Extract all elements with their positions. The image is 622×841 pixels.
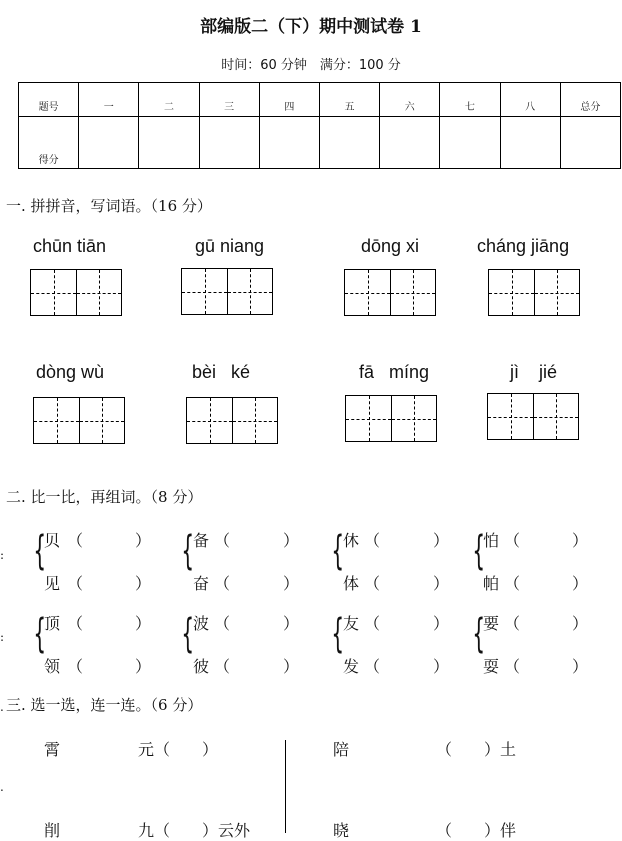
pinyin-label: cháng jiāng [477,236,570,256]
pinyin-label: jì jié [510,362,558,382]
compare-char: 发 [343,657,360,676]
column-header: 三 [199,83,259,117]
compare-char: 友 [343,614,360,633]
match-blank[interactable]: （ ）伴 [436,821,517,840]
compare-char: 帕 [483,574,500,593]
margin-mark: . [0,700,4,714]
column-header: 二 [139,83,199,117]
brace-icon: { [33,528,47,574]
answer-paren-close: ） [135,614,152,633]
page-title: 部编版二（下）期中测试卷 1 [200,17,422,37]
column-header: 四 [259,83,319,117]
answer-paren-close: ） [283,531,300,550]
answer-paren-close: ） [135,574,152,593]
writing-grid[interactable] [30,269,122,316]
answer-paren-close: ） [433,657,450,676]
writing-grid[interactable] [487,393,579,440]
compare-char: 彼 [193,657,210,676]
pinyin-label: fā míng [359,362,430,382]
answer-paren-close: ） [572,531,589,550]
score-cell[interactable] [380,117,440,169]
column-header: 一 [79,83,139,117]
compare-char: 耍 [483,657,500,676]
answer-paren-close: ） [433,574,450,593]
compare-char: 贝 [44,531,61,550]
pinyin-label: dòng wù [36,362,105,382]
brace-icon: { [33,611,47,657]
answer-paren-open: （ [504,574,521,593]
score-cell[interactable] [79,117,139,169]
answer-paren-close: ） [433,531,450,550]
pinyin-label: dōng xi [361,236,420,256]
answer-paren-open: （ [214,574,231,593]
writing-grid[interactable] [488,269,580,316]
match-char: 晓 [333,821,350,840]
writing-grid[interactable] [344,269,436,316]
writing-grid[interactable] [345,395,437,442]
compare-char: 体 [343,574,360,593]
answer-paren-close: ） [433,614,450,633]
compare-char: 见 [44,574,61,593]
pinyin-label: bèi ké [192,362,251,382]
margin-mark: : [0,548,5,562]
compare-char: 要 [483,614,500,633]
answer-paren-close: ） [572,574,589,593]
row-label-question-number: 题号 [19,83,79,117]
score-cell[interactable] [560,117,620,169]
brace-icon: { [331,528,345,574]
answer-paren-open: （ [67,574,84,593]
answer-paren-open: （ [67,657,84,676]
margin-mark: . [0,780,4,794]
answer-paren-open: （ [504,531,521,550]
row-label-score: 得分 [19,117,79,169]
answer-paren-open: （ [214,531,231,550]
brace-icon: { [472,611,486,657]
answer-paren-close: ） [572,657,589,676]
answer-paren-close: ） [283,657,300,676]
answer-paren-close: ） [283,614,300,633]
pinyin-label: gū niang [195,236,265,256]
match-blank[interactable]: （ ）土 [436,740,517,759]
answer-paren-open: （ [67,614,84,633]
writing-grid[interactable] [33,397,125,444]
column-header: 七 [440,83,500,117]
compare-char: 领 [44,657,61,676]
compare-char: 怕 [483,531,500,550]
answer-paren-close: ） [135,657,152,676]
score-table [18,82,621,169]
compare-char: 波 [193,614,210,633]
brace-icon: { [181,611,195,657]
match-char: 削 [44,821,61,840]
compare-char: 奋 [193,574,210,593]
brace-icon: { [472,528,486,574]
answer-paren-open: （ [364,574,381,593]
divider-line [285,740,286,833]
column-header: 总分 [560,83,620,117]
answer-paren-close: ） [283,574,300,593]
section-2-heading: 二. 比一比，再组词。（8 分） [6,488,203,506]
answer-paren-open: （ [364,531,381,550]
answer-paren-open: （ [214,657,231,676]
brace-icon: { [181,528,195,574]
column-header: 六 [380,83,440,117]
match-blank[interactable]: 九（ ）云外 [138,821,251,840]
answer-paren-close: ） [135,531,152,550]
column-header: 五 [319,83,379,117]
pinyin-label: chūn tiān [33,236,107,256]
answer-paren-open: （ [364,614,381,633]
answer-paren-open: （ [504,657,521,676]
writing-grid[interactable] [181,268,273,315]
answer-paren-open: （ [67,531,84,550]
score-cell[interactable] [259,117,319,169]
score-cell[interactable] [319,117,379,169]
answer-paren-open: （ [214,614,231,633]
section-3-heading: 三. 选一选，连一连。（6 分） [6,696,203,714]
answer-paren-open: （ [504,614,521,633]
exam-info: 时间：60 分钟 满分：100 分 [221,58,401,73]
answer-paren-close: ） [572,614,589,633]
score-cell[interactable] [500,117,560,169]
writing-grid[interactable] [186,397,278,444]
score-cell[interactable] [440,117,500,169]
compare-char: 顶 [44,614,61,633]
column-header: 八 [500,83,560,117]
brace-icon: { [331,611,345,657]
match-blank[interactable]: 元（ ） [138,740,219,759]
match-char: 陪 [333,740,350,759]
score-cell[interactable] [199,117,259,169]
compare-char: 休 [343,531,360,550]
match-char: 霄 [44,740,61,759]
section-1-heading: 一. 拼拼音，写词语。（16 分） [6,197,212,215]
margin-mark: : [0,630,5,644]
answer-paren-open: （ [364,657,381,676]
compare-char: 备 [193,531,210,550]
score-cell[interactable] [139,117,199,169]
